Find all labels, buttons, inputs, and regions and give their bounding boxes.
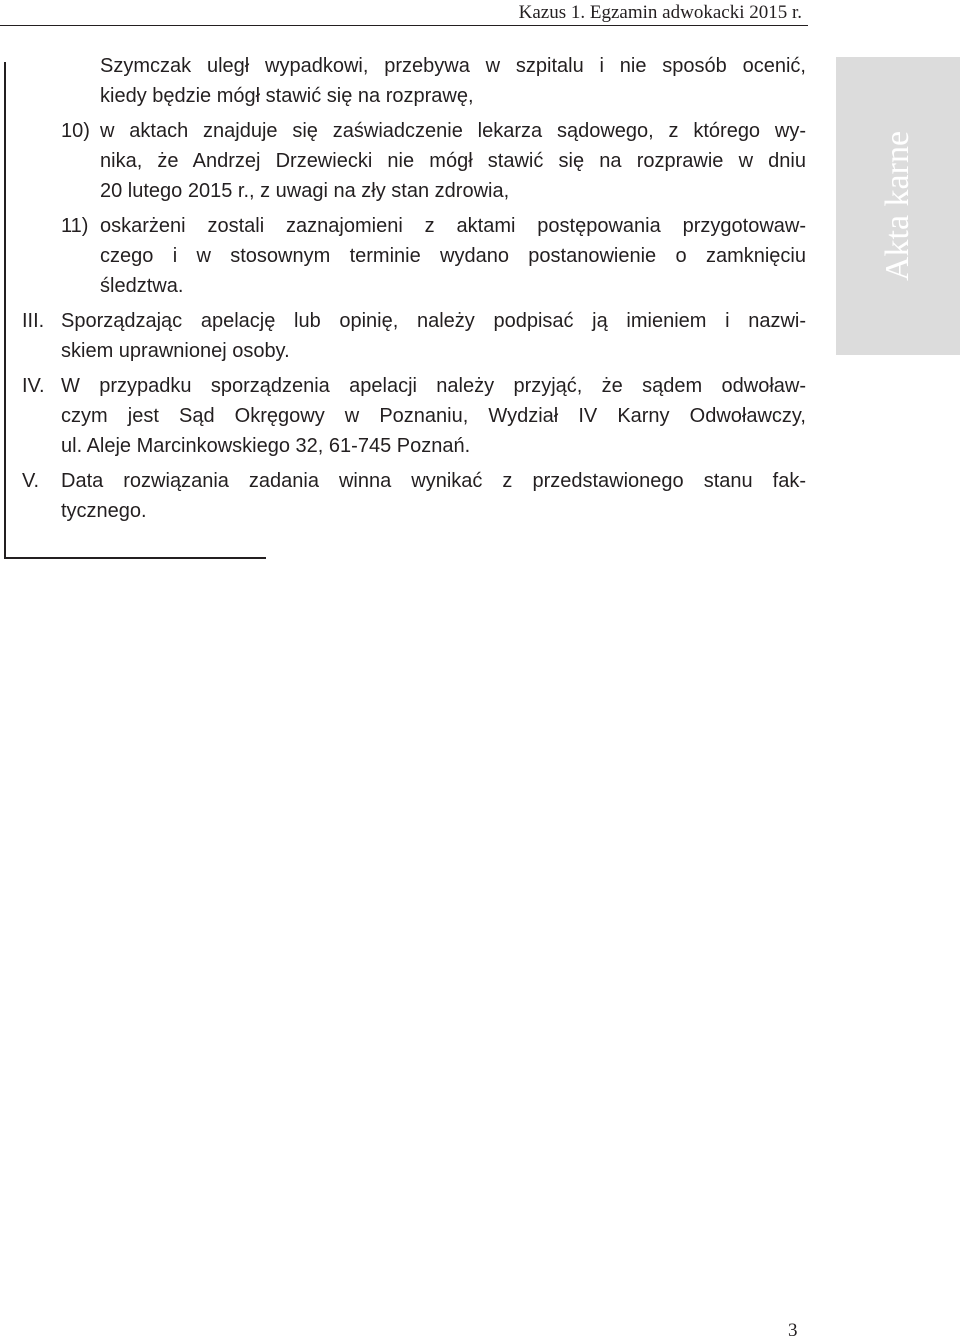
side-tab-label: Akta karne <box>879 130 916 282</box>
section-5-line-1: Data rozwiązania zadania winna wynikać z przedstawionego stanu fak- <box>61 470 806 492</box>
item-11-line-3: śledztwa. <box>100 275 184 297</box>
page-number: 3 <box>788 1320 798 1341</box>
item-10-line-1: w aktach znajduje się zaświadczenie lekarza sądowego, z którego wy- <box>100 120 806 142</box>
item-11-line-1: oskarżeni zostali zaznajomieni z aktami postępowania przygotowaw- <box>100 215 806 237</box>
continuation-line-1: Szymczak uległ wypadkowi, przebywa w szpitalu i nie sposób ocenić, <box>100 55 806 77</box>
item-10-number: 10) <box>61 120 90 142</box>
item-11-line-2: czego i w stosownym terminie wydano postanowienie o zamknięciu <box>100 245 806 267</box>
header-rule <box>0 25 808 26</box>
section-3-line-2: skiem uprawnionej osoby. <box>61 340 290 362</box>
item-10-line-2: nika, że Andrzej Drzewiecki nie mógł stawić się na rozprawie w dniu <box>100 150 806 172</box>
section-3-line-1: Sporządzając apelację lub opinię, należy podpisać ją imieniem i nazwi- <box>61 310 806 332</box>
section-5-number: V. <box>22 470 40 492</box>
item-11-number: 11) <box>61 215 89 237</box>
section-4-line-3: ul. Aleje Marcinkowskiego 32, 61-745 Poznań. <box>61 435 471 457</box>
document-frame-left-border <box>4 62 6 559</box>
section-3-number: III. <box>22 310 45 332</box>
document-frame-bottom-border <box>4 557 266 559</box>
side-section-tab <box>836 57 960 355</box>
section-5-line-2: tycznego. <box>61 500 147 522</box>
section-4-number: IV. <box>22 375 45 397</box>
section-4-line-1: W przypadku sporządzenia apelacji należy przyjąć, że sądem odwoław- <box>61 375 806 397</box>
continuation-line-2: kiedy będzie mógł stawić się na rozprawę, <box>100 85 474 107</box>
section-4-line-2: czym jest Sąd Okręgowy w Poznaniu, Wydział IV Karny Odwoławczy, <box>61 405 806 427</box>
running-header-title: Kazus 1. Egzamin adwokacki 2015 r. <box>518 2 802 23</box>
item-10-line-3: 20 lutego 2015 r., z uwagi na zły stan zdrowia, <box>100 180 510 202</box>
